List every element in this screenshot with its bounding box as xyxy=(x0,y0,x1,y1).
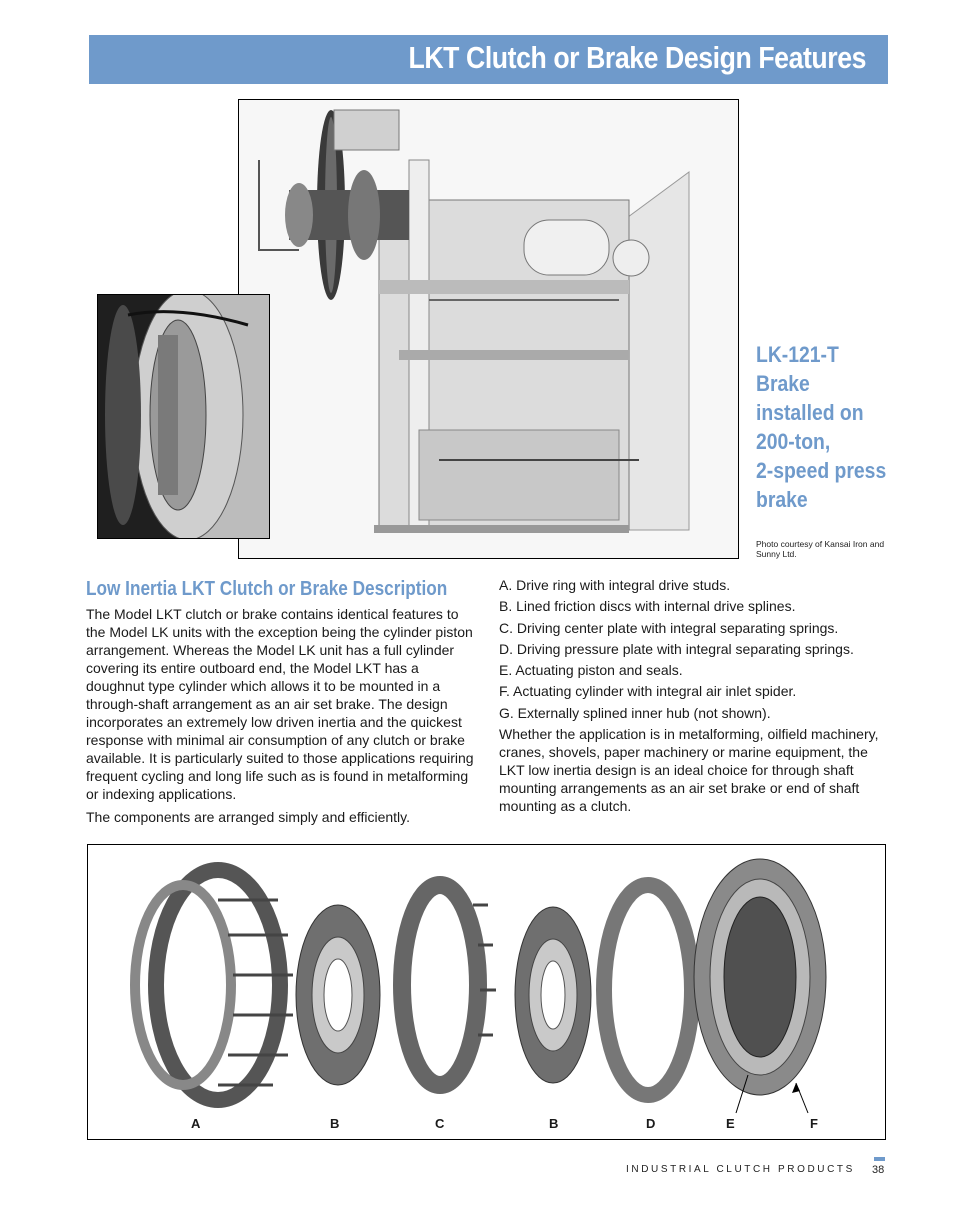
component-item: F. Actuating cylinder with integral air inlet spider. xyxy=(499,683,797,700)
part-label-a: A xyxy=(191,1116,201,1131)
header-banner xyxy=(89,35,888,84)
part-label-c: C xyxy=(435,1116,445,1131)
part-label-f: F xyxy=(810,1116,818,1131)
brake-closeup-illustration xyxy=(98,295,269,538)
part-label-d: D xyxy=(646,1116,656,1131)
friction-disc-part xyxy=(296,905,380,1085)
center-plate-part xyxy=(402,885,496,1085)
photo-credit: Photo courtesy of Kansai Iron and Sunny Ltd. xyxy=(756,539,885,559)
caption-line: Brake xyxy=(756,371,810,396)
component-item: A. Drive ring with integral drive studs. xyxy=(499,577,731,593)
component-item: E. Actuating piston and seals. xyxy=(499,662,683,679)
caption-line: installed on xyxy=(756,400,864,425)
caption-line: 200-ton, xyxy=(756,429,831,454)
pressure-plate-part xyxy=(604,885,692,1095)
brake-closeup-photo xyxy=(97,294,270,539)
parts-illustration xyxy=(88,845,885,1139)
part-label-b: B xyxy=(549,1116,559,1131)
section-heading: Low Inertia LKT Clutch or Brake Description xyxy=(86,578,448,600)
description-paragraph: The components are arranged simply and efficiently. xyxy=(86,809,410,825)
page-title: LKT Clutch or Brake Design Features xyxy=(408,40,866,75)
caption-line: brake xyxy=(756,487,808,512)
description-paragraph: The Model LKT clutch or brake contains identical features to the Model LK units with the exception being the cylinder piston arrangement. Whereas the Model LK unit has a full cylinder covering its entire outboard end, the Model LKT has a doughnut type cylinder which allows it to be mounted in a through-shaft arrangement as an air set brake. The design incorporates an extremely low driven inertia and the quickest response with minimal air consumption of any clutch or brake available. It is particularly suited to those applications requiring frequent cycling and long life such as is found in metalforming or indexing applications. xyxy=(86,606,474,802)
components-list xyxy=(499,576,889,815)
component-item: G. Externally splined inner hub (not shown). xyxy=(499,704,771,721)
press-brake-photo xyxy=(238,99,739,559)
part-label-b: B xyxy=(330,1116,340,1131)
component-item: D. Driving pressure plate with integral separating springs. xyxy=(499,640,854,657)
page-number: 38 xyxy=(872,1164,885,1176)
description-body xyxy=(86,605,476,831)
photo-caption xyxy=(756,340,896,514)
footer-text: INDUSTRIAL CLUTCH PRODUCTS xyxy=(626,1164,855,1175)
drive-ring-part xyxy=(135,870,293,1100)
component-item: B. Lined friction discs with internal drive splines. xyxy=(499,598,796,615)
friction-disc-part xyxy=(515,907,591,1083)
caption-line: LK-121-T xyxy=(756,342,839,367)
component-item: C. Driving center plate with integral separating springs. xyxy=(499,619,839,636)
part-label-e: E xyxy=(726,1116,735,1131)
press-machine-illustration xyxy=(239,100,738,558)
caption-line: 2-speed press xyxy=(756,458,887,483)
cylinder-part xyxy=(694,859,826,1095)
footer-accent-bar xyxy=(874,1157,885,1161)
applications-paragraph: Whether the application is in metalforming, oilfield machinery, cranes, shovels, paper machinery or marine equipment, the LKT low inertia design is an ideal choice for through shaft mounting arrangements as an air set brake or end of shaft mounting as a clutch. xyxy=(499,726,879,815)
exploded-parts-diagram xyxy=(87,844,886,1140)
